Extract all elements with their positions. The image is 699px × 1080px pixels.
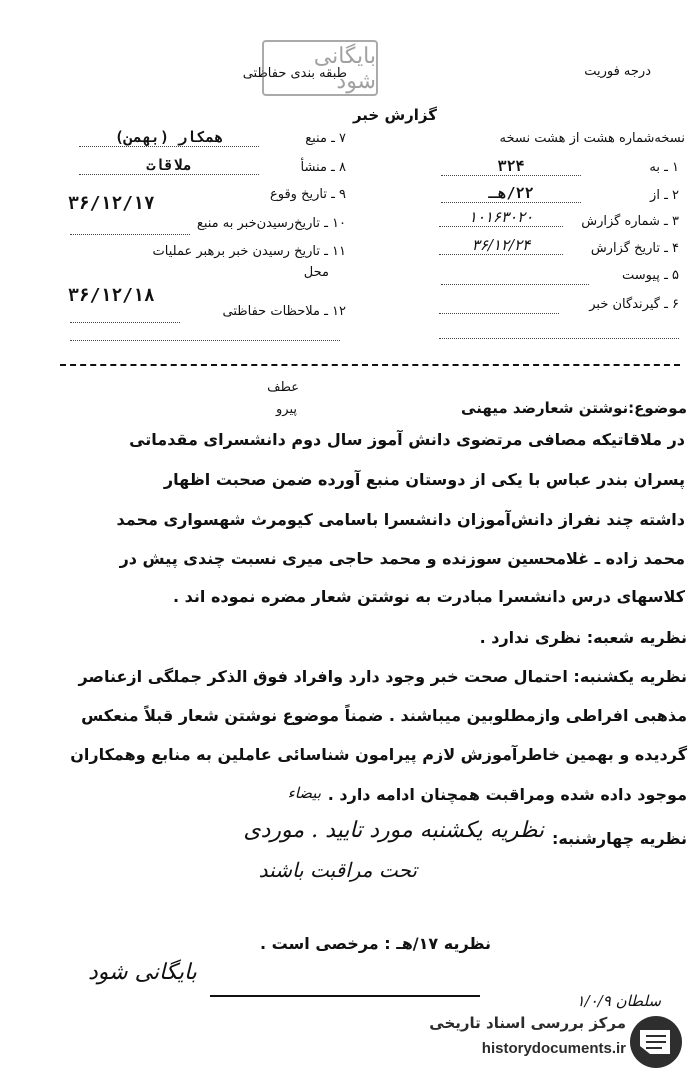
field-2-label: ۲ ـ از xyxy=(650,188,679,203)
faded-stamp: بایگانی شود xyxy=(262,40,378,96)
reference-peyro: پیرو xyxy=(276,402,297,417)
field-5-label: ۵ ـ پیوست xyxy=(622,268,679,283)
field-4-label: ۴ ـ تاریخ گزارش xyxy=(590,241,679,256)
opinion-4-label: نظریه چهارشنبه: xyxy=(551,829,687,848)
field-3-label: ۳ ـ شماره گزارش xyxy=(581,214,679,229)
watermark-logo xyxy=(418,1010,688,1074)
opinion-2-line-4: موجود داده شده ومراقبت همچنان ادامه دارد . xyxy=(327,785,687,804)
field-12-dots-2 xyxy=(70,340,340,341)
field-1-value: ۳۲۴ xyxy=(441,157,581,176)
opinion-2-line-1: نظریه یکشنبه: احتمال صحت خبر وجود دارد وافراد فوق الذکر جملگی ازعناصر xyxy=(78,667,687,686)
body-line-5: کلاسهای درس دانشسرا مبادرت به نوشتن شعار مضره نموده اند . xyxy=(173,587,685,606)
body-line-4: محمد زاده ـ غلامحسین سوزنده و محمد حاجی میری نسبت چندی پیش در xyxy=(119,549,685,568)
watermark-name: مرکز بررسی اسناد تاریخی xyxy=(429,1014,626,1032)
field-9-label: ۹ ـ تاریخ وقوع xyxy=(269,187,346,202)
classification-label: طبقه بندی حفاظتی xyxy=(242,66,347,81)
field-8-label: ۸ ـ منشأ xyxy=(300,160,346,175)
field-5-dots xyxy=(441,284,589,285)
field-7-value: همکار (بهمن) xyxy=(79,128,259,147)
opinion-1: نظریه شعبه: نظری ندارد . xyxy=(479,628,687,647)
field-11-place-label: محل xyxy=(303,265,329,280)
field-12-label: ۱۲ ـ ملاحظات حفاظتی xyxy=(222,304,346,319)
reference-atf: عطف xyxy=(267,380,299,395)
handwritten-archive-note: بایگانی شود xyxy=(88,960,197,985)
field-3-value: ۱۰۱۶۳۰۲۰ xyxy=(439,208,563,227)
field-9-value: ۳۶/۱۲/۱۷ xyxy=(68,193,155,214)
opinion-4-handwritten-1: نظریه یکشنبه مورد تایید . موردی xyxy=(243,818,544,843)
signature-date: سلطان ۱/۰/۹ xyxy=(576,992,661,1010)
subject-line: موضوع:نوشتن شعارضد میهنی xyxy=(461,399,687,417)
opinion-4-handwritten-2: تحت مراقبت باشند xyxy=(258,858,417,882)
field-8-value: ملاقات xyxy=(79,156,259,175)
section-divider xyxy=(60,364,680,366)
field-10-dots xyxy=(70,234,190,235)
opinion-2-line-3: گردیده و بهمین خاطرآموزش لازم پیرامون شناسائی عاملین به منابع وهمکاران xyxy=(70,745,687,764)
field-2-value: ۲۲/هـ xyxy=(441,184,581,203)
field-6-dots-2 xyxy=(439,338,679,339)
footer-rule xyxy=(210,995,480,997)
body-line-1: در ملاقاتیکه مصافی مرتضوی دانش آموز سال دوم دانشسرای مقدماتی xyxy=(129,430,685,449)
watermark-url: historydocuments.ir xyxy=(481,1040,626,1057)
field-6-dots xyxy=(439,313,559,314)
field-6-label: ۶ ـ گیرندگان خبر xyxy=(589,297,679,312)
body-line-2: پسران بندر عباس با یکی از دوستان منبع آورده ضمن صحبت اظهار xyxy=(163,470,685,489)
field-11-value: ۳۶/۱۲/۱۸ xyxy=(68,285,155,306)
field-4-value: ۳۶/۱۲/۲۴ xyxy=(439,236,563,255)
body-line-3: داشته چند نفراز دانش‌آموزان دانشسرا باسامی کیومرث شهسواری محمد xyxy=(116,510,685,529)
urgency-label: درجه فوریت xyxy=(584,64,651,79)
field-10-label: ۱۰ ـ تاریخ‌رسیدن‌خبر به منبع xyxy=(196,216,346,231)
page-title: گزارش خبر xyxy=(352,106,437,124)
field-11-label: ۱۱ ـ تاریخ رسیدن خبر برهبر عملیات xyxy=(152,244,346,259)
opinion-2-line-2: مذهبی افراطی وازمطلوبین میباشند . ضمناً موضوع نوشتن شعار قبلاً منعکس xyxy=(81,706,687,725)
field-7-label: ۷ ـ منبع xyxy=(305,131,346,146)
opinion-2-handwritten: بیضاء xyxy=(287,784,321,802)
copy-number-line: نسخه‌شماره هشت از هشت نسخه xyxy=(499,131,685,146)
field-1-label: ۱ ـ به xyxy=(649,160,679,175)
field-12-dots xyxy=(70,322,180,323)
opinion-final: نظریه ۱۷/هـ : مرخصی است . xyxy=(259,934,491,953)
